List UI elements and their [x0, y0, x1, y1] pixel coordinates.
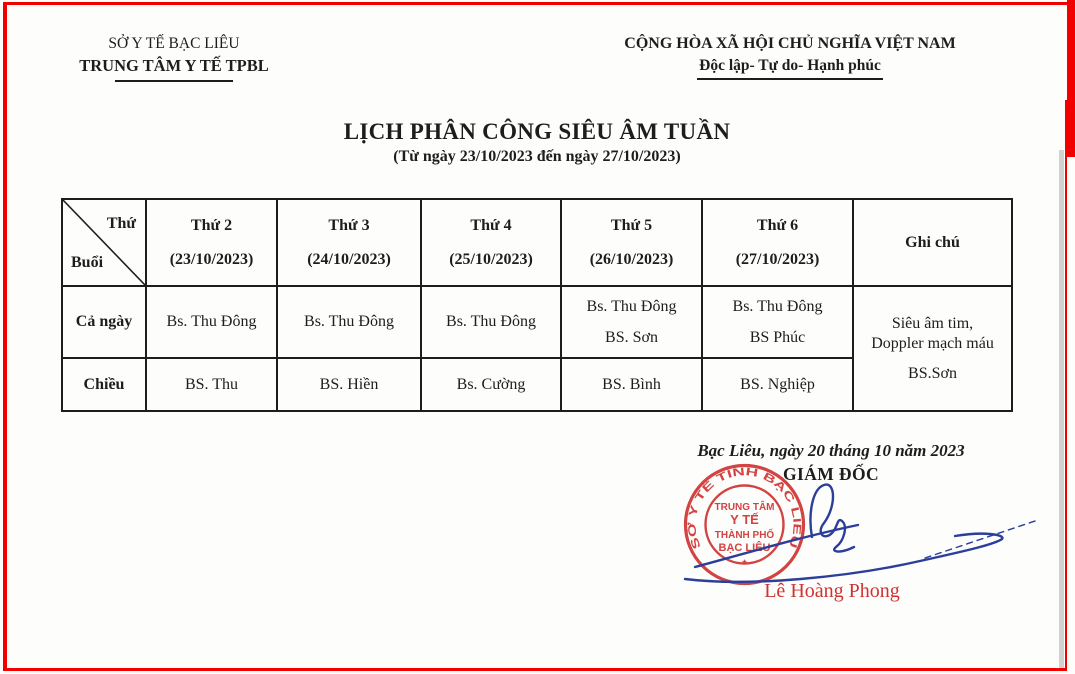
doctor-name: BS. Nghiệp: [740, 375, 815, 393]
scan-border-left: [3, 2, 7, 671]
issuing-org-block: [60, 34, 288, 82]
scan-border-right-band: [1067, 0, 1075, 157]
signature-stroke: [811, 485, 855, 552]
corner-cell: [62, 199, 146, 286]
parent-org-name: SỞ Y TẾ BẠC LIÊU: [108, 35, 240, 52]
doctor-name: BS. Thu: [184, 375, 239, 393]
signer-position: GIÁM ĐỐC: [782, 464, 880, 485]
stamp-ring-text: SỞ Y TẾ TỈNH BẠC LIÊU: [686, 466, 803, 551]
national-motto: Độc lập- Tự do- Hạnh phúc: [697, 56, 883, 80]
row-label-afternoon: Chiều: [62, 358, 146, 411]
scan-border-right-line: [1065, 100, 1067, 670]
day-name: Thứ 6: [756, 216, 799, 234]
doctor-name: BS Phúc: [749, 328, 806, 346]
day-name: Thứ 2: [190, 216, 233, 234]
stamp-center-line: Y TẾ: [730, 512, 759, 527]
row-label-allday: Cả ngày: [62, 286, 146, 358]
schedule-cell: [421, 286, 561, 358]
header-cell-thu: [561, 199, 702, 286]
place-and-date: Bạc Liêu, ngày 20 tháng 10 năm 2023: [697, 441, 965, 460]
notes-header: Ghi chú: [905, 233, 960, 251]
national-title: CỘNG HÒA XÃ HỘI CHỦ NGHĨA VIỆT NAM: [624, 35, 956, 52]
signer-name: Lê Hoàng Phong: [764, 580, 900, 602]
schedule-cell: [277, 286, 421, 358]
schedule-cell: [702, 358, 853, 411]
stamp-center-line: TRUNG TÂM: [714, 502, 775, 513]
schedule-table: [61, 198, 1013, 412]
doctor-name: BS. Bình: [602, 375, 661, 393]
document-title-block: [63, 119, 1011, 166]
note-line: Siêu âm tim,: [891, 314, 974, 332]
header-cell-fri: [702, 199, 853, 286]
day-date: (25/10/2023): [449, 250, 533, 268]
stamp-center-line: BẠC LIÊU: [718, 542, 771, 554]
day-date: (27/10/2023): [735, 250, 820, 268]
day-date: (24/10/2023): [307, 250, 391, 268]
doctor-name: Bs. Thu Đông: [732, 297, 823, 315]
signature-stroke: [695, 525, 858, 567]
schedule-cell: [561, 286, 702, 358]
scan-border-top: [3, 2, 1075, 5]
day-date: (23/10/2023): [169, 250, 254, 268]
doctor-name: BS. Sơn: [605, 328, 658, 346]
notes-cell: [853, 286, 1012, 411]
doctor-name: Bs. Thu Đông: [446, 313, 536, 330]
stamp-center-line: THÀNH PHỐ: [714, 530, 775, 541]
stamp-star: ★: [741, 558, 748, 566]
national-motto-block: [575, 33, 1005, 80]
corner-label-session: Buổi: [71, 254, 104, 271]
header-cell-wed: [421, 199, 561, 286]
doctor-name: Bs. Cường: [456, 375, 526, 393]
note-line: Doppler mạch máu: [871, 334, 994, 352]
header-cell-notes: [853, 199, 1012, 286]
doctor-name: Bs. Thu Đông: [166, 313, 257, 330]
note-line: BS.Sơn: [908, 364, 957, 382]
signature-stroke: [925, 520, 1038, 558]
day-name: Thứ 5: [610, 216, 653, 234]
org-name: TRUNG TÂM Y TẾ TPBL: [79, 55, 269, 75]
corner-diagonal-line: [63, 200, 145, 285]
header-row: [62, 199, 1012, 286]
schedule-cell: [561, 358, 702, 411]
schedule-cell: [702, 286, 853, 358]
day-date: (26/10/2023): [589, 250, 674, 268]
corner-label-day: Thứ: [106, 215, 136, 232]
schedule-cell: [421, 358, 561, 411]
header-cell-mon: [146, 199, 277, 286]
header-cell-tue: [277, 199, 421, 286]
table-row-allday: [62, 286, 1012, 358]
day-name: Thứ 3: [328, 216, 370, 234]
schedule-cell: [277, 358, 421, 411]
org-underline: [115, 80, 233, 82]
doctor-name: Bs. Thu Đông: [304, 313, 394, 330]
day-name: Thứ 4: [470, 216, 512, 234]
schedule-cell: [146, 358, 277, 411]
document-date-range: (Từ ngày 23/10/2023 đến ngày 27/10/2023): [393, 148, 681, 165]
scan-border-bottom: [3, 668, 1067, 671]
document-title: LỊCH PHÂN CÔNG SIÊU ÂM TUẦN: [343, 119, 731, 144]
schedule-cell: [146, 286, 277, 358]
doctor-name: BS. Hiền: [319, 375, 379, 393]
doctor-name: Bs. Thu Đông: [586, 297, 677, 315]
